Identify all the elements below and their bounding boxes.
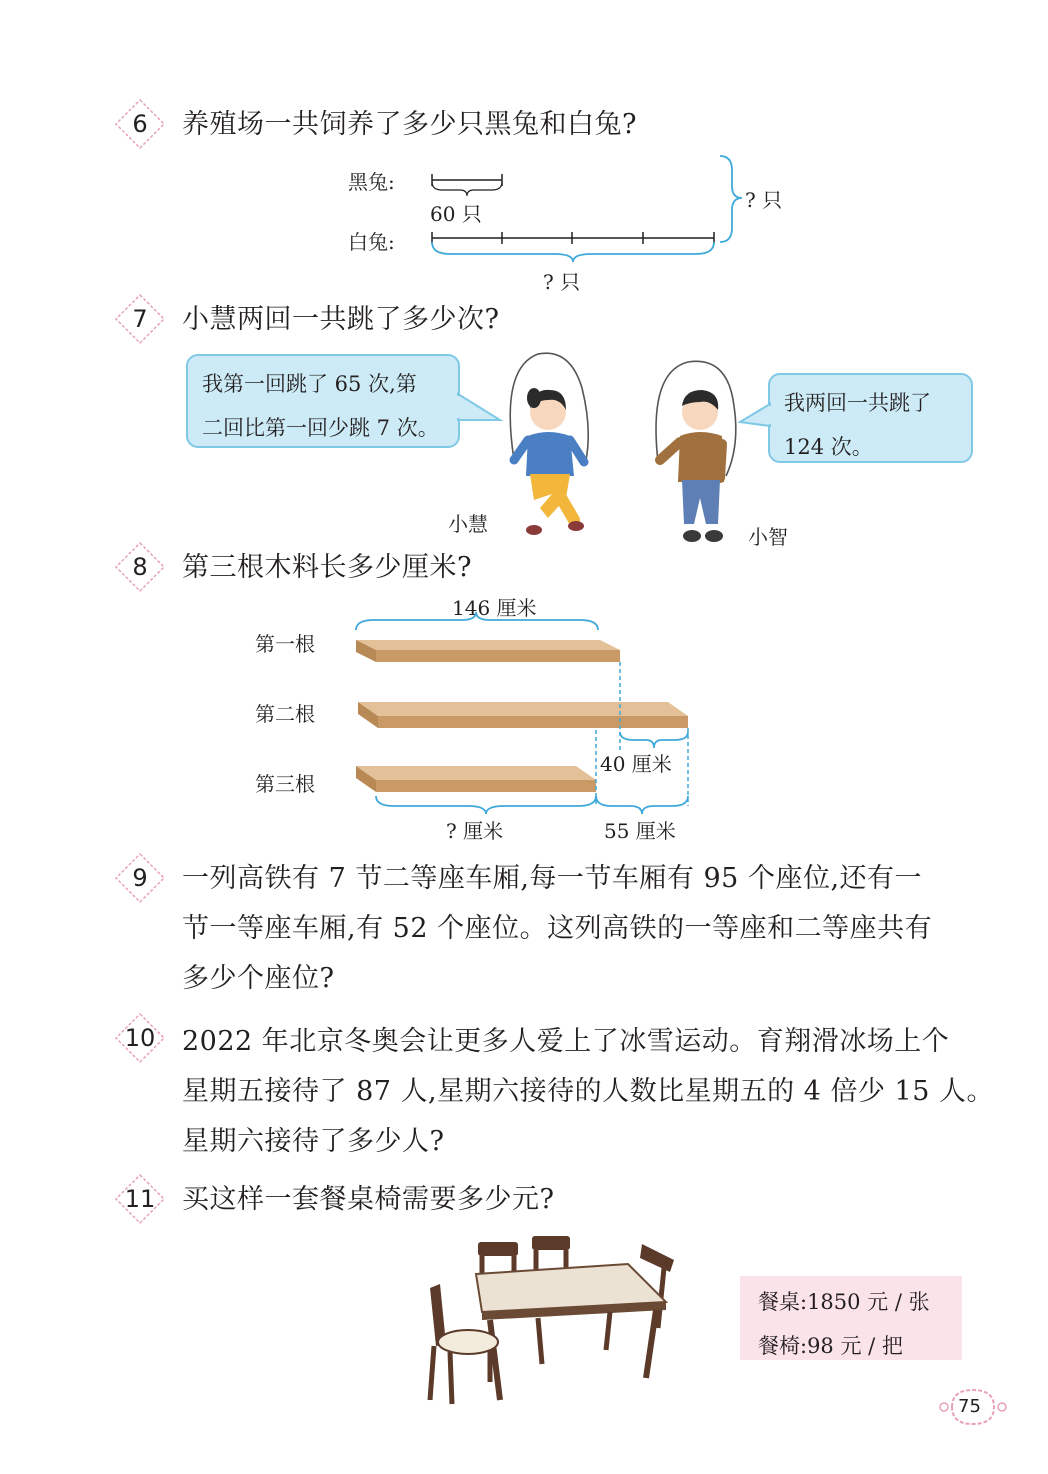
question-line: 2022 年北京冬奥会让更多人爱上了冰雪运动。育翔滑冰场上个 [182, 1026, 950, 1057]
question-number-badge [114, 1012, 166, 1064]
question-number-badge [114, 1173, 166, 1225]
question-number-badge [114, 98, 166, 150]
page-number: 75 [958, 1396, 981, 1417]
question-line: 星期六接待了多少人? [182, 1126, 445, 1157]
question-line: 多少个座位? [182, 963, 335, 994]
difference-2-label: 55 厘米 [604, 819, 676, 843]
chair-price: 餐椅:98 元 / 把 [758, 1334, 903, 1358]
bubble-line: 我两回一共跳了 [784, 391, 931, 415]
question-number: 6 [132, 110, 148, 138]
question-number-badge [114, 293, 166, 345]
plank-label: 第一根 [255, 632, 315, 656]
boy-jumping-rope-illustration [648, 356, 748, 550]
unknown-length-label: ? 厘米 [446, 819, 504, 843]
table-price: 餐桌:1850 元 / 张 [758, 1290, 930, 1314]
question-line: 星期五接待了 87 人,星期六接待的人数比星期五的 4 倍少 15 人。 [182, 1076, 994, 1107]
question-text: 买这样一套餐桌椅需要多少元? [182, 1184, 555, 1215]
speech-bubble-xiaozhi [768, 373, 973, 463]
question-line: 节一等座车厢,有 52 个座位。这列高铁的一等座和二等座共有 [182, 913, 933, 944]
question-number: 8 [132, 553, 148, 581]
question-line: 一列高铁有 7 节二等座车厢,每一节车厢有 95 个座位,还有一 [182, 863, 923, 894]
wood-planks-diagram [350, 610, 695, 820]
plank-label: 第二根 [255, 702, 315, 726]
plank-label: 第三根 [255, 772, 315, 796]
speech-bubble-xiaohui [186, 354, 460, 448]
question-number: 9 [132, 864, 148, 892]
segment-diagram [420, 150, 750, 265]
question-number-badge [114, 541, 166, 593]
question-number: 11 [124, 1185, 156, 1213]
girl-name-label: 小慧 [448, 512, 488, 536]
question-text: 养殖场一共饲养了多少只黑兔和白兔? [182, 109, 637, 140]
white-rabbit-label: 白兔: [348, 230, 395, 254]
black-rabbit-label: 黑兔: [348, 170, 395, 194]
black-rabbit-value: 60 只 [430, 202, 482, 226]
bubble-line: 二回比第一回少跳 7 次。 [202, 416, 439, 440]
boy-name-label: 小智 [748, 525, 788, 549]
question-number-badge [114, 852, 166, 904]
bubble-line: 我第一回跳了 65 次,第 [202, 372, 417, 396]
question-number: 7 [132, 305, 148, 333]
bubble-tail [456, 390, 506, 430]
plank1-length-label: 146 厘米 [452, 596, 537, 620]
girl-jumping-rope-illustration [500, 348, 600, 548]
question-number: 10 [124, 1024, 156, 1052]
bubble-line: 124 次。 [784, 435, 873, 459]
price-list-card [740, 1276, 962, 1360]
total-label-right: ? 只 [745, 188, 783, 212]
white-total-label: ? 只 [543, 270, 581, 294]
question-text: 小慧两回一共跳了多少次? [182, 304, 500, 335]
dining-set-illustration [420, 1232, 680, 1407]
difference-label: 40 厘米 [600, 752, 672, 776]
question-text: 第三根木料长多少厘米? [182, 552, 472, 583]
